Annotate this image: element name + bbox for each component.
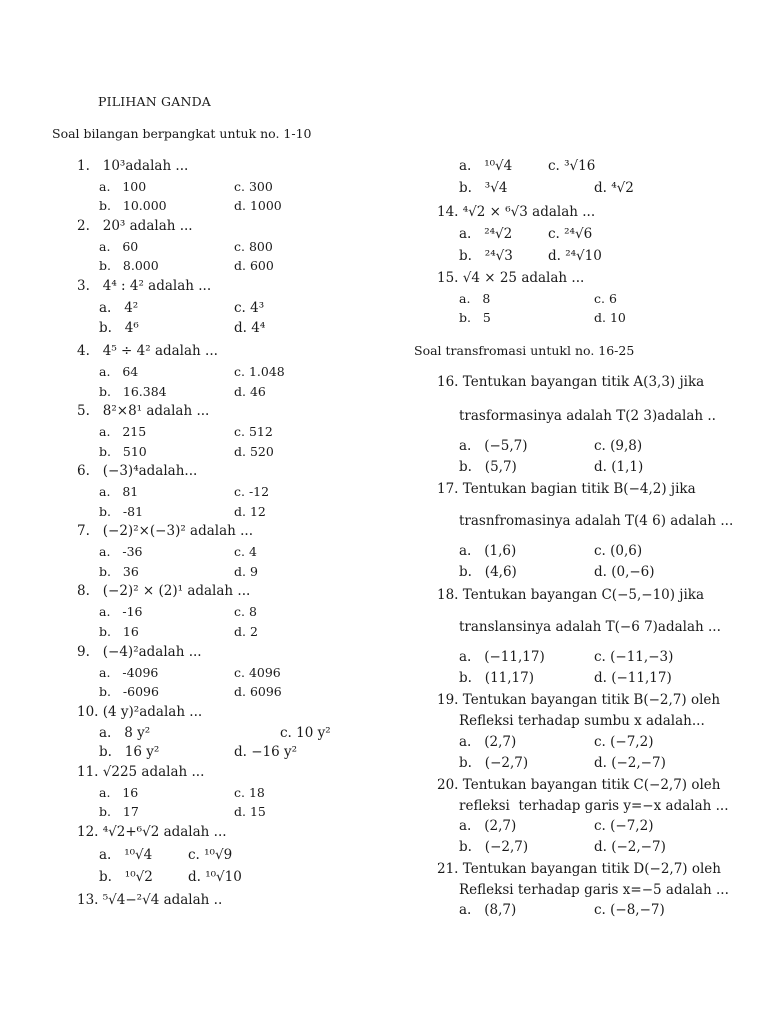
q4-option-b: b. 16.384 xyxy=(99,384,167,399)
q20-option-d: d. (−2,−7) xyxy=(594,839,666,855)
question-17-line-1: 17. Tentukan bagian titik B(−4,2) jika xyxy=(437,481,696,497)
q16-option-b: b. (5,7) xyxy=(459,459,517,475)
q1-option-d: d. 1000 xyxy=(234,198,282,213)
q21-option-c: c. (−8,−7) xyxy=(594,902,665,918)
q5-option-c: c. 512 xyxy=(234,424,273,439)
q14-option-c: c. ²⁴√6 xyxy=(548,226,593,242)
q1-option-a: a. 100 xyxy=(99,179,147,194)
q13-option-b: b. ³√4 xyxy=(459,180,508,196)
q16-option-c: c. (9,8) xyxy=(594,438,643,454)
q15-option-b: b. 5 xyxy=(459,310,491,325)
q1-option-b: b. 10.000 xyxy=(99,198,167,213)
q5-option-a: a. 215 xyxy=(99,424,147,439)
q8-option-d: d. 2 xyxy=(234,624,258,639)
q11-option-a: a. 16 xyxy=(99,785,139,800)
q6-option-a: a. 81 xyxy=(99,484,139,499)
q13-option-a: a. ¹⁰√4 xyxy=(459,158,513,174)
q18-option-b: b. (11,17) xyxy=(459,670,534,686)
q2-option-b: b. 8.000 xyxy=(99,258,159,273)
q10-option-a: a. 8 y² xyxy=(99,725,151,741)
q19-option-b: b. (−2,7) xyxy=(459,755,529,771)
q16-option-d: d. (1,1) xyxy=(594,459,644,475)
q11-option-d: d. 15 xyxy=(234,804,266,819)
q4-option-d: d. 46 xyxy=(234,384,266,399)
question-21-line-2: Refleksi terhadap garis x=−5 adalah ... xyxy=(459,882,729,898)
q14-option-d: d. ²⁴√10 xyxy=(548,248,602,264)
q1-option-c: c. 300 xyxy=(234,179,273,194)
q7-option-a: a. -36 xyxy=(99,544,143,559)
question-7: 7. (−2)²×(−3)² adalah ... xyxy=(77,523,254,539)
question-18-line-2: translansinya adalah T(−6 7)adalah ... xyxy=(459,619,721,635)
q6-option-c: c. -12 xyxy=(234,484,270,499)
q4-option-a: a. 64 xyxy=(99,364,139,379)
q11-option-c: c. 18 xyxy=(234,785,265,800)
q18-option-d: d. (−11,17) xyxy=(594,670,672,686)
page-title: PILIHAN GANDA xyxy=(98,94,212,109)
question-15: 15. √4 × 25 adalah ... xyxy=(437,270,585,286)
question-16-line-1: 16. Tentukan bayangan titik A(3,3) jika xyxy=(437,374,705,390)
q17-option-b: b. (4,6) xyxy=(459,564,517,580)
question-10: 10. (4 y)²adalah ... xyxy=(77,704,203,720)
q17-option-d: d. (0,−6) xyxy=(594,564,655,580)
question-19-line-1: 19. Tentukan bayangan titik B(−2,7) oleh xyxy=(437,692,721,708)
question-2: 2. 20³ adalah ... xyxy=(77,218,193,234)
q2-option-d: d. 600 xyxy=(234,258,274,273)
q18-option-a: a. (−11,17) xyxy=(459,649,545,665)
q5-option-b: b. 510 xyxy=(99,444,147,459)
q13-option-d: d. ⁴√2 xyxy=(594,180,634,196)
question-13: 13. ⁵√4−²√4 adalah .. xyxy=(77,892,223,908)
q11-option-b: b. 17 xyxy=(99,804,139,819)
q6-option-b: b. -81 xyxy=(99,504,144,519)
q16-option-a: a. (−5,7) xyxy=(459,438,528,454)
question-3: 3. 4⁴ : 4² adalah ... xyxy=(77,278,212,294)
q10-option-d: d. −16 y² xyxy=(234,744,298,760)
q7-option-b: b. 36 xyxy=(99,564,139,579)
question-21-line-1: 21. Tentukan bayangan titik D(−2,7) oleh xyxy=(437,861,721,877)
question-16-line-2: trasformasinya adalah T(2 3)adalah .. xyxy=(459,408,716,424)
q12-option-d: d. ¹⁰√10 xyxy=(188,869,242,885)
section-heading-transformations: Soal transfromasi untukl no. 16-25 xyxy=(414,343,635,358)
q9-option-c: c. 4096 xyxy=(234,665,281,680)
q15-option-c: c. 6 xyxy=(594,291,617,306)
q21-option-a: a. (8,7) xyxy=(459,902,517,918)
q17-option-a: a. (1,6) xyxy=(459,543,517,559)
q15-option-a: a. 8 xyxy=(459,291,491,306)
q4-option-c: c. 1.048 xyxy=(234,364,285,379)
q8-option-a: a. -16 xyxy=(99,604,143,619)
q10-option-c: c. 10 y² xyxy=(280,725,331,741)
question-4: 4. 4⁵ ÷ 4² adalah ... xyxy=(77,343,218,359)
q14-option-b: b. ²⁴√3 xyxy=(459,248,513,264)
q6-option-d: d. 12 xyxy=(234,504,266,519)
q19-option-a: a. (2,7) xyxy=(459,734,517,750)
q9-option-b: b. -6096 xyxy=(99,684,159,699)
question-5: 5. 8²×8¹ adalah ... xyxy=(77,403,210,419)
q12-option-c: c. ¹⁰√9 xyxy=(188,847,233,863)
q19-option-c: c. (−7,2) xyxy=(594,734,654,750)
question-20-line-1: 20. Tentukan bayangan titik C(−2,7) oleh xyxy=(437,777,721,793)
question-11: 11. √225 adalah ... xyxy=(77,764,205,780)
q9-option-a: a. -4096 xyxy=(99,665,159,680)
q15-option-d: d. 10 xyxy=(594,310,626,325)
question-6: 6. (−3)⁴adalah... xyxy=(77,463,198,479)
q5-option-d: d. 520 xyxy=(234,444,274,459)
q20-option-b: b. (−2,7) xyxy=(459,839,529,855)
question-14: 14. ⁴√2 × ⁶√3 adalah ... xyxy=(437,204,596,220)
question-1: 1. 10³adalah ... xyxy=(77,158,189,174)
q12-option-b: b. ¹⁰√2 xyxy=(99,869,153,885)
q9-option-d: d. 6096 xyxy=(234,684,282,699)
q13-option-c: c. ³√16 xyxy=(548,158,596,174)
q10-option-b: b. 16 y² xyxy=(99,744,160,760)
q7-option-c: c. 4 xyxy=(234,544,257,559)
question-17-line-2: trasnfromasinya adalah T(4 6) adalah ... xyxy=(459,513,734,529)
q8-option-b: b. 16 xyxy=(99,624,139,639)
q20-option-a: a. (2,7) xyxy=(459,818,517,834)
section-heading-exponents: Soal bilangan berpangkat untuk no. 1-10 xyxy=(52,126,312,141)
q3-option-d: d. 4⁴ xyxy=(234,320,266,336)
q2-option-a: a. 60 xyxy=(99,239,139,254)
question-8: 8. (−2)² × (2)¹ adalah ... xyxy=(77,583,251,599)
q12-option-a: a. ¹⁰√4 xyxy=(99,847,153,863)
q20-option-c: c. (−7,2) xyxy=(594,818,654,834)
q18-option-c: c. (−11,−3) xyxy=(594,649,674,665)
q2-option-c: c. 800 xyxy=(234,239,273,254)
q7-option-d: d. 9 xyxy=(234,564,258,579)
question-12: 12. ⁴√2+⁶√2 adalah ... xyxy=(77,824,227,840)
q3-option-c: c. 4³ xyxy=(234,300,265,316)
question-20-line-2: refleksi terhadap garis y=−x adalah ... xyxy=(459,798,729,814)
q14-option-a: a. ²⁴√2 xyxy=(459,226,513,242)
q8-option-c: c. 8 xyxy=(234,604,257,619)
question-9: 9. (−4)²adalah ... xyxy=(77,644,202,660)
q3-option-a: a. 4² xyxy=(99,300,139,316)
question-18-line-1: 18. Tentukan bayangan C(−5,−10) jika xyxy=(437,587,705,603)
q19-option-d: d. (−2,−7) xyxy=(594,755,666,771)
q3-option-b: b. 4⁶ xyxy=(99,320,139,336)
q17-option-c: c. (0,6) xyxy=(594,543,643,559)
question-19-line-2: Refleksi terhadap sumbu x adalah... xyxy=(459,713,705,729)
